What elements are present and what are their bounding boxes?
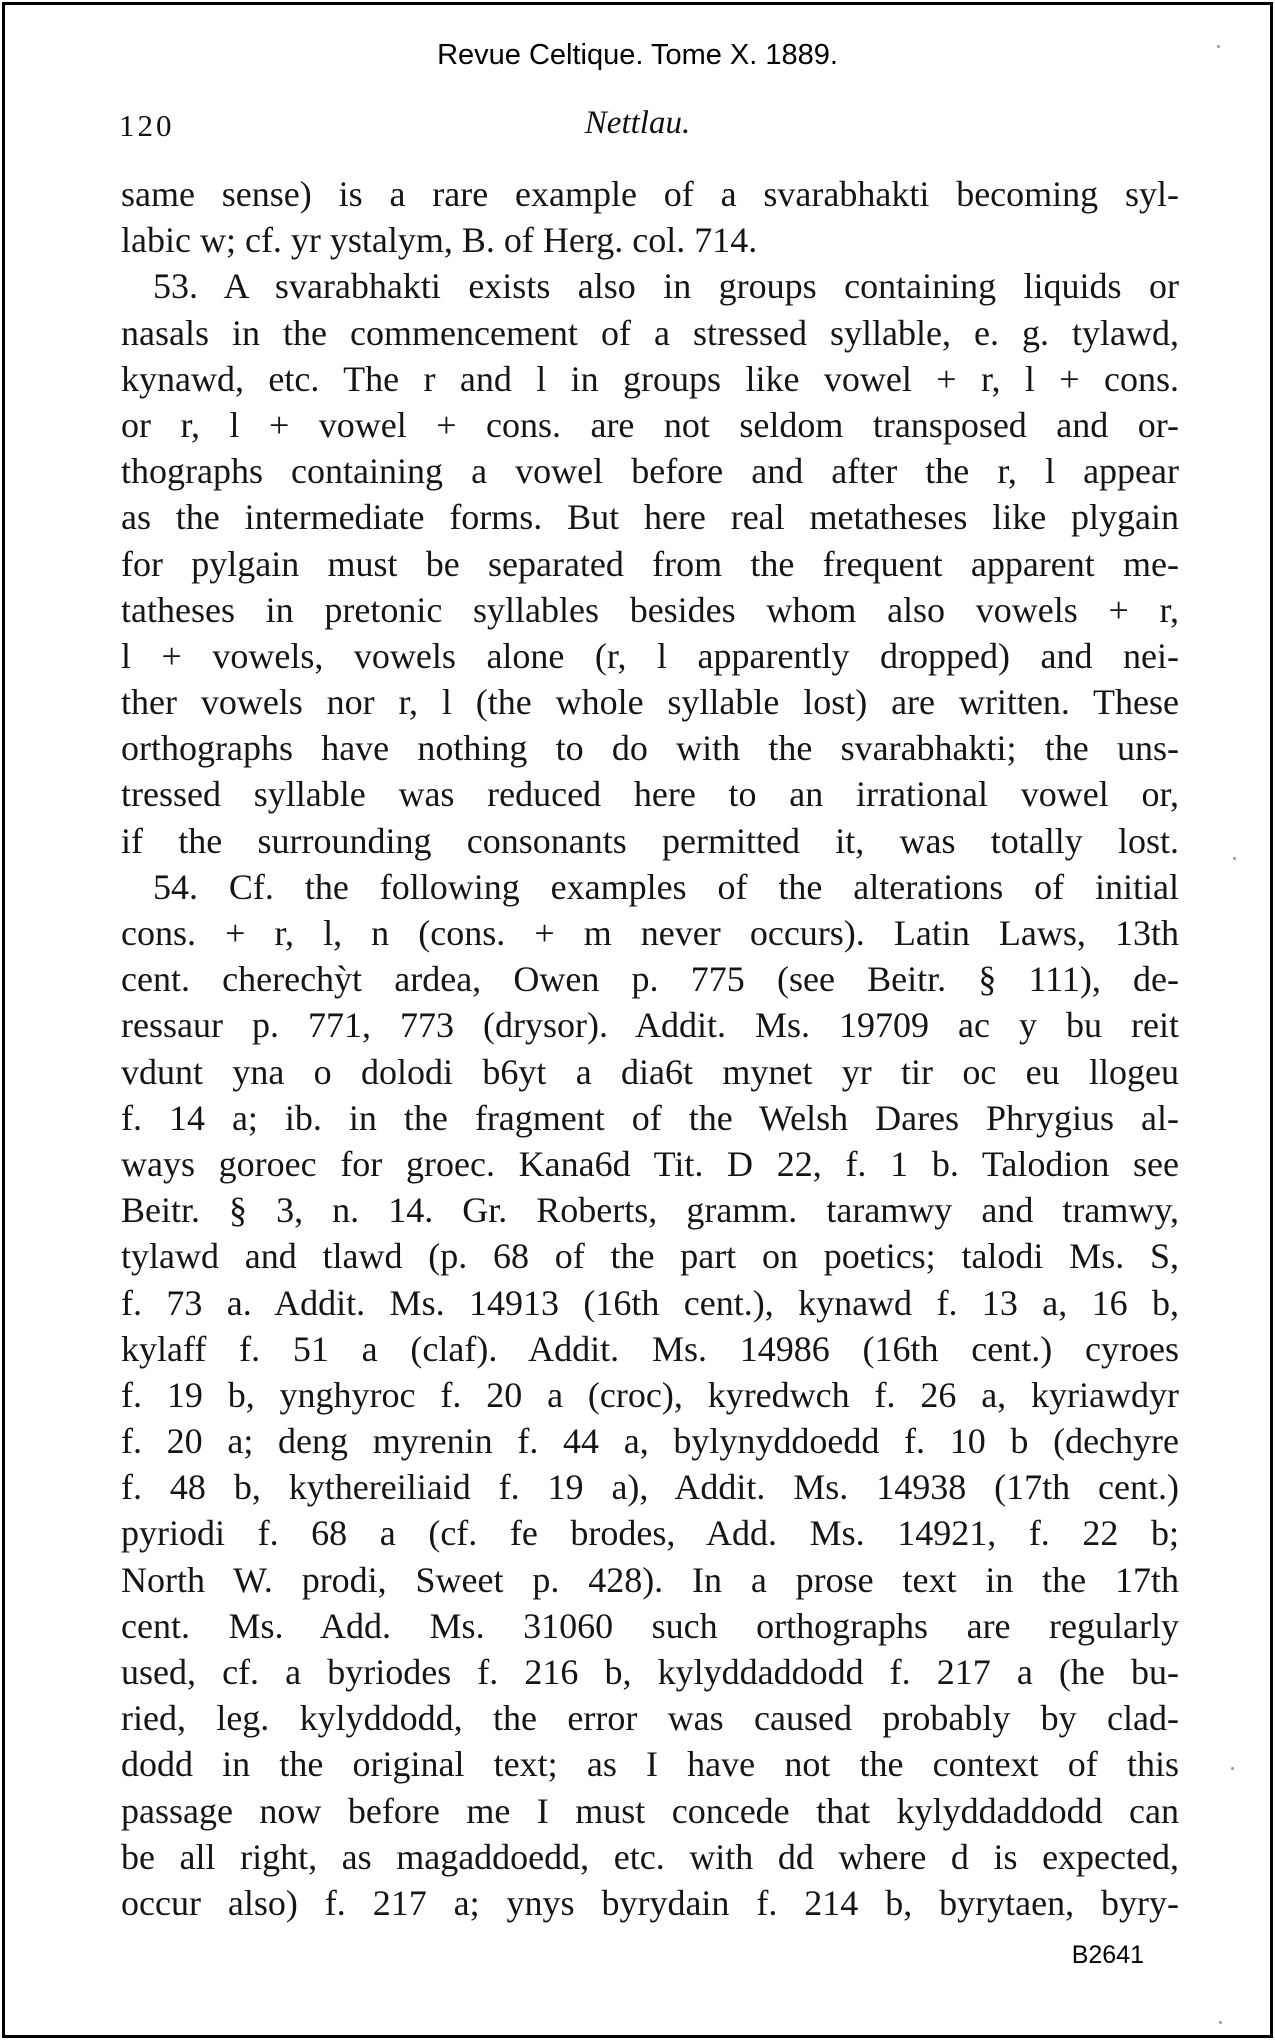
text-line: dodd in the original text; as I have not the context of this (121, 1744, 1179, 1785)
text-line: tylawd and tlawd (p. 68 of the part on poetics; talodi Ms. S, (121, 1236, 1179, 1277)
scan-speck (1233, 857, 1236, 860)
text-line: kynawd, etc. The r and l in groups like vowel + r, l + cons. (121, 358, 1179, 399)
text-line: f. 48 b, kythereiliaid f. 19 a), Addit. Ms. 14938 (17th cent.) (121, 1467, 1179, 1508)
scan-speck (1231, 1767, 1234, 1770)
text-line: if the surrounding consonants permitted it, was totally lost. (121, 820, 1179, 861)
text-line: l + vowels, vowels alone (r, l apparently dropped) and nei- (121, 635, 1179, 676)
source-citation: Revue Celtique. Tome X. 1889. (437, 39, 838, 71)
page-number: 120 (119, 108, 175, 143)
text-line: vdunt yna o dolodi b6yt a dia6t mynet yr tir oc eu llogeu (121, 1051, 1179, 1092)
text-line: ried, leg. kylyddodd, the error was caused probably by clad- (121, 1698, 1179, 1739)
text-line: ways goroec for groec. Kana6d Tit. D 22, f. 1 b. Talodion see (121, 1143, 1179, 1184)
text-line: f. 14 a; ib. in the fragment of the Welsh Dares Phrygius al- (121, 1097, 1179, 1138)
text-line: ressaur p. 771, 773 (drysor). Addit. Ms. 19709 ac y bu reit (121, 1005, 1179, 1046)
text-line: tressed syllable was reduced here to an irrational vowel or, (121, 774, 1179, 815)
page-frame (2, 2, 1273, 2038)
text-line: kylaff f. 51 a (claf). Addit. Ms. 14986 (16th cent.) cyroes (121, 1328, 1179, 1369)
text-line: orthographs have nothing to do with the svarabhakti; the uns- (121, 728, 1179, 769)
text-line: Beitr. § 3, n. 14. Gr. Roberts, gramm. taramwy and tramwy, (121, 1190, 1179, 1231)
text-line: tatheses in pretonic syllables besides whom also vowels + r, (121, 589, 1179, 630)
catalog-id: B2641 (1071, 1941, 1144, 1969)
text-line: North W. prodi, Sweet p. 428). In a prose text in the 17th (121, 1559, 1179, 1600)
running-head: Nettlau. (584, 105, 691, 141)
text-line: pyriodi f. 68 a (cf. fe brodes, Add. Ms. 14921, f. 22 b; (121, 1513, 1179, 1554)
paragraph-54-start: 54. Cf. the following examples of the alterations of initial (153, 866, 1179, 907)
text-line: cent. Ms. Add. Ms. 31060 such orthographs are regularly (121, 1605, 1179, 1646)
text-line: or r, l + vowel + cons. are not seldom transposed and or- (121, 404, 1179, 445)
text-line: nasals in the commencement of a stressed syllable, e. g. tylawd, (121, 312, 1179, 353)
text-line: f. 73 a. Addit. Ms. 14913 (16th cent.), kynawd f. 13 a, 16 b, (121, 1282, 1179, 1323)
text-line: cons. + r, l, n (cons. + m never occurs). Latin Laws, 13th (121, 913, 1179, 953)
body-text (121, 171, 1179, 1926)
text-line: used, cf. a byriodes f. 216 b, kylyddaddodd f. 217 a (he bu- (121, 1652, 1179, 1692)
text-line: for pylgain must be separated from the frequent apparent me- (121, 543, 1179, 584)
text-line: f. 20 a; deng myrenin f. 44 a, bylynyddoedd f. 10 b (dechyre (121, 1421, 1179, 1462)
text-line: passage now before me I must concede that kylyddaddodd can (121, 1790, 1179, 1831)
scan-speck (1219, 2021, 1222, 2024)
text-line: cent. cherechỳt ardea, Owen p. 775 (see Beitr. § 111), de- (121, 959, 1179, 1000)
scan-speck (1217, 45, 1220, 48)
text-line: f. 19 b, ynghyroc f. 20 a (croc), kyredwch f. 26 a, kyriawdyr (121, 1374, 1179, 1415)
text-line: as the intermediate forms. But here real metatheses like plygain (121, 497, 1179, 538)
text-line: same sense) is a rare example of a svarabhakti becoming syl- (121, 174, 1179, 214)
paragraph-53-start: 53. A svarabhakti exists also in groups containing liquids or (153, 266, 1179, 307)
text-line: labic w; cf. yr ystalym, B. of Herg. col. 714. (121, 220, 758, 261)
text-line: be all right, as magaddoedd, etc. with dd where d is expected, (121, 1836, 1179, 1877)
text-line: ther vowels nor r, l (the whole syllable lost) are written. These (121, 682, 1179, 723)
text-line: occur also) f. 217 a; ynys byrydain f. 214 b, byrytaen, byry- (121, 1882, 1179, 1923)
text-line: thographs containing a vowel before and after the r, l appear (121, 451, 1179, 492)
